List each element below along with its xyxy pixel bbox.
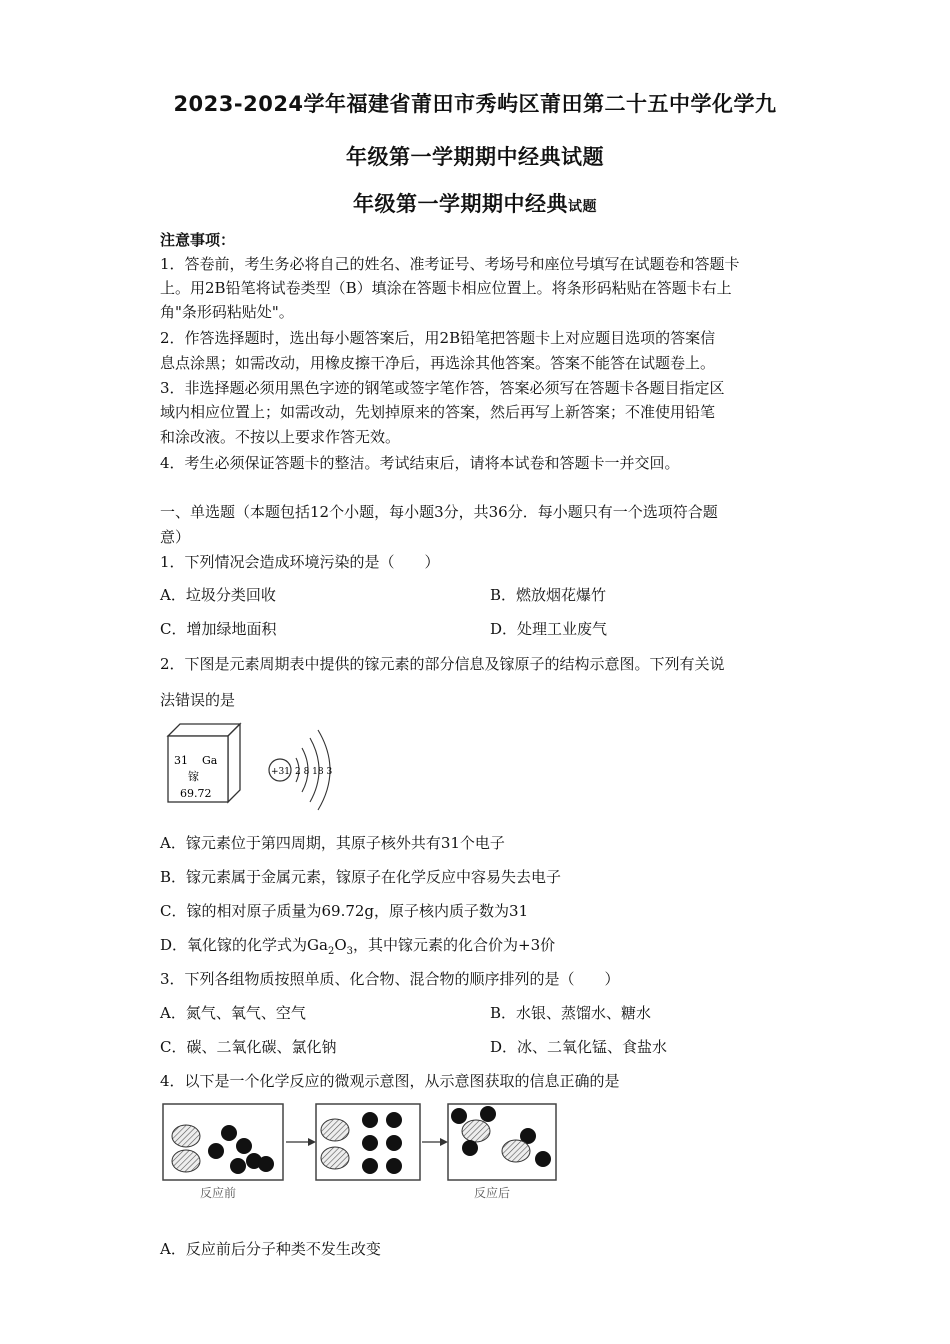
section-heading-line1: 一、单选题（本题包括12个小题，每小题3分，共36分．每小题只有一个选项符合题	[160, 503, 718, 521]
black-atom	[535, 1151, 551, 1167]
gallium-figure	[160, 718, 350, 818]
black-atom	[451, 1108, 467, 1124]
black-atom	[258, 1156, 274, 1172]
notice-heading: 注意事项：	[160, 231, 236, 249]
element-symbol: Ga	[202, 754, 218, 767]
atom-structure-diagram	[269, 730, 332, 810]
q1-stem: 1．下列情况会造成环境污染的是（ ）	[160, 553, 440, 571]
notice-line: 1．答卷前，考生务必将自己的姓名、准考证号、考场号和座位号填写在试题卷和答题卡	[160, 255, 740, 273]
element-mass: 69.72	[180, 787, 212, 800]
black-atom	[386, 1158, 402, 1174]
arrow-head	[308, 1138, 316, 1146]
q2-d-mid: O	[334, 936, 347, 954]
q3-option-a: A．氮气、氧气、空气	[160, 1004, 306, 1022]
label-after: 反应后	[474, 1186, 511, 1200]
black-atom	[362, 1158, 378, 1174]
black-atom	[386, 1135, 402, 1151]
notice-line: 和涂改液。不按以上要求作答无效。	[160, 428, 401, 446]
notice-line: 域内相应位置上；如需改动，先划掉原来的答案，然后再写上新答案；不准使用铅笔	[160, 403, 716, 421]
black-atom	[462, 1140, 478, 1156]
label-before: 反应前	[200, 1186, 237, 1200]
black-atom	[362, 1112, 378, 1128]
title-line-3	[0, 188, 950, 218]
notice-line: 3．非选择题必须用黑色字迹的钢笔或签字笔作答，答案必须写在答题卡各题目指定区	[160, 379, 725, 397]
q2-option-d	[160, 934, 800, 957]
hatched-atom	[502, 1140, 530, 1162]
black-atom	[230, 1158, 246, 1174]
section-heading-line2: 意）	[160, 528, 191, 546]
q3-stem: 3．下列各组物质按照单质、化合物、混合物的顺序排列的是（ ）	[160, 970, 620, 988]
reaction-micro-diagram	[160, 1100, 560, 1205]
hatched-atom	[172, 1150, 200, 1172]
q4-option-a: A．反应前后分子种类不发生改变	[160, 1240, 381, 1258]
hatched-atom	[172, 1125, 200, 1147]
notice-line: 角"条形码粘贴处"。	[160, 303, 294, 321]
nucleus-charge: +31	[271, 767, 290, 777]
q2-option-b: B．镓元素属于金属元素，镓原子在化学反应中容易失去电子	[160, 868, 562, 886]
hatched-atom	[321, 1119, 349, 1141]
q2-stem-line1: 2．下图是元素周期表中提供的镓元素的部分信息及镓原子的结构示意图。下列有关说	[160, 655, 725, 673]
black-atom	[236, 1138, 252, 1154]
q1-option-d: D．处理工业废气	[490, 620, 608, 638]
element-name: 镓	[188, 770, 199, 783]
black-atom	[480, 1106, 496, 1122]
q2-d-sub1: 2	[327, 946, 335, 957]
element-number: 31	[174, 754, 188, 767]
hatched-atom	[321, 1147, 349, 1169]
black-atom	[208, 1143, 224, 1159]
q3-option-c: C．碳、二氧化碳、氯化钠	[160, 1038, 337, 1056]
q1-option-b: B．燃放烟花爆竹	[490, 586, 607, 604]
notice-line: 2．作答选择题时，选出每小题答案后，用2B铅笔把答题卡上对应题目选项的答案信	[160, 329, 716, 347]
title-line-1: 2023-2024学年福建省莆田市秀屿区莆田第二十五中学化学九	[173, 92, 777, 116]
title-line-3-small: 试题	[568, 199, 597, 215]
notice-line: 息点涂黑；如需改动，用橡皮擦干净后，再选涂其他答案。答案不能答在试题卷上。	[160, 354, 716, 372]
title-line-3-main: 年级第一学期期中经典	[353, 192, 568, 216]
notice-line: 4．考生必须保证答题卡的整洁。考试结束后，请将本试卷和答题卡一并交回。	[160, 454, 680, 472]
q3-option-d: D．冰、二氧化锰、食盐水	[490, 1038, 668, 1056]
hatched-atom	[462, 1120, 490, 1142]
q1-option-a: A．垃圾分类回收	[160, 586, 276, 604]
title-line-2: 年级第一学期期中经典试题	[346, 145, 604, 169]
q2-option-c: C．镓的相对原子质量为69.72g，原子核内质子数为31	[160, 902, 529, 920]
q4-stem: 4．以下是一个化学反应的微观示意图，从示意图获取的信息正确的是	[160, 1072, 620, 1090]
black-atom	[362, 1135, 378, 1151]
black-atom	[221, 1125, 237, 1141]
arrow-head	[440, 1138, 448, 1146]
q2-option-a: A．镓元素位于第四周期，其原子核外共有31个电子	[160, 834, 505, 852]
electron-shell-counts: 2 8 18 3	[295, 767, 333, 777]
q1-option-c: C．增加绿地面积	[160, 620, 277, 638]
q2-stem-line2: 法错误的是	[160, 691, 236, 709]
q2-d-post: ，其中镓元素的化合价为+3价	[353, 936, 556, 954]
element-cell	[168, 724, 240, 802]
notice-line: 上。用2B铅笔将试卷类型（B）填涂在答题卡相应位置上。将条形码粘贴在答题卡右上	[160, 279, 732, 297]
q3-option-b: B．水银、蒸馏水、糖水	[490, 1004, 652, 1022]
q2-d-sub2: 3	[346, 946, 354, 957]
black-atom	[386, 1112, 402, 1128]
q2-d-pre: D．氧化镓的化学式为Ga	[160, 936, 328, 954]
